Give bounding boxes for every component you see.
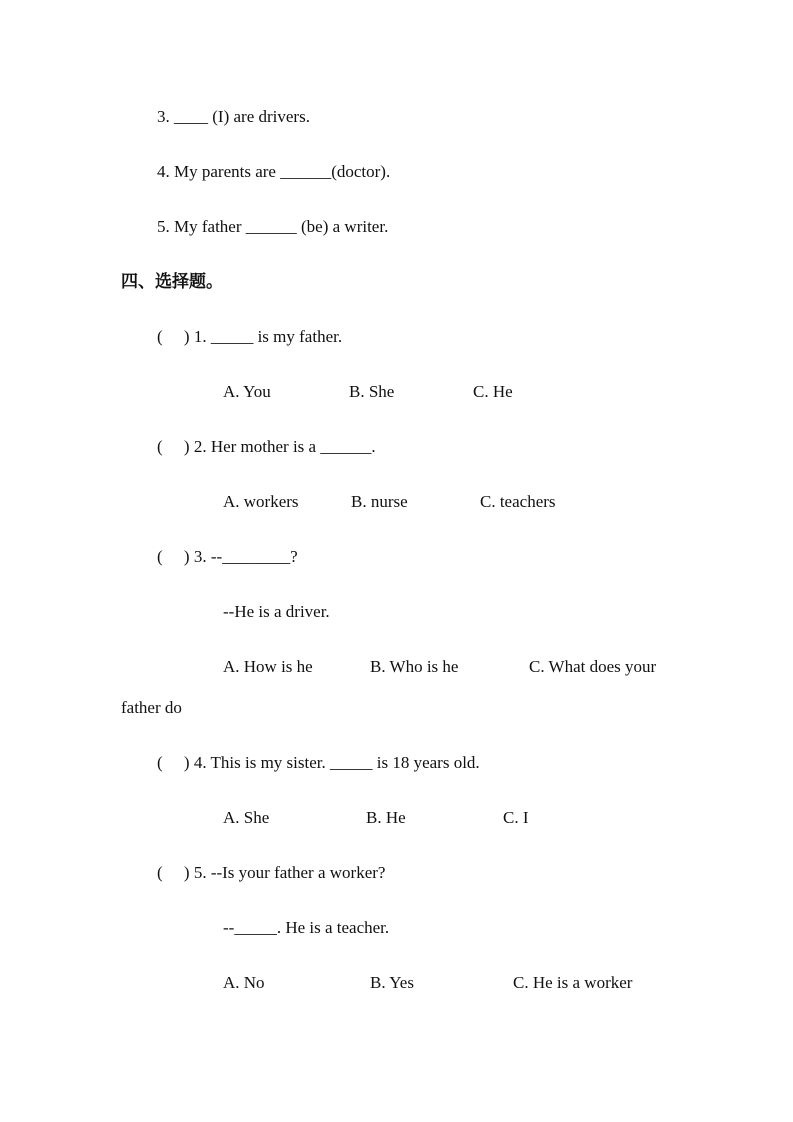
question-3-option-c-wrap: father do bbox=[121, 698, 182, 717]
question-2-option-b: B. nurse bbox=[351, 492, 408, 511]
question-1-option-a: A. You bbox=[223, 382, 271, 401]
question-3-sub: --He is a driver. bbox=[223, 602, 330, 621]
question-3-stem: ( ) 3. --________? bbox=[157, 547, 298, 566]
question-3-option-c: C. What does your bbox=[529, 657, 657, 676]
question-5-option-a: A. No bbox=[223, 973, 265, 992]
question-2-option-a: A. workers bbox=[223, 492, 299, 511]
question-4-option-b: B. He bbox=[366, 808, 406, 827]
question-5-sub: --_____. He is a teacher. bbox=[223, 918, 390, 937]
fill-in-item-3: 3. ____ (I) are drivers. bbox=[157, 107, 310, 126]
question-1-option-b: B. She bbox=[349, 382, 395, 401]
question-2-option-c: C. teachers bbox=[480, 492, 556, 511]
fill-in-item-5: 5. My father ______ (be) a writer. bbox=[157, 217, 389, 236]
question-4-stem: ( ) 4. This is my sister. _____ is 18 years old. bbox=[157, 753, 480, 772]
question-4-option-c: C. I bbox=[503, 808, 529, 827]
question-3-option-a: A. How is he bbox=[223, 657, 313, 676]
question-5-stem: ( ) 5. --Is your father a worker? bbox=[157, 863, 386, 882]
question-1-option-c: C. He bbox=[473, 382, 513, 401]
question-3-option-b: B. Who is he bbox=[370, 657, 459, 676]
question-5-option-b: B. Yes bbox=[370, 973, 414, 992]
question-5-option-c: C. He is a worker bbox=[513, 973, 633, 992]
question-4-option-a: A. She bbox=[223, 808, 270, 827]
section-heading: 四、选择题。 bbox=[121, 272, 223, 291]
fill-in-item-4: 4. My parents are ______(doctor). bbox=[157, 162, 391, 181]
question-1-stem: ( ) 1. _____ is my father. bbox=[157, 327, 343, 346]
question-2-stem: ( ) 2. Her mother is a ______. bbox=[157, 437, 376, 456]
